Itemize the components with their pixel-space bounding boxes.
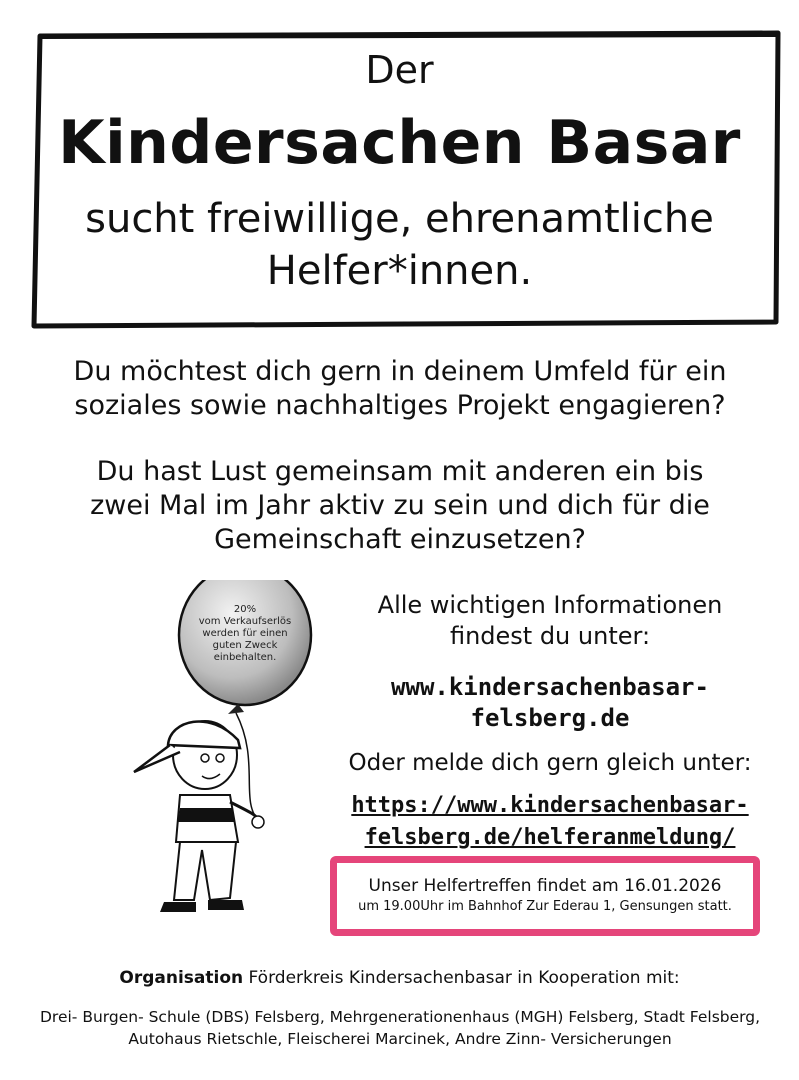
info-heading-line-2: findest du unter: xyxy=(449,622,651,650)
subtitle-line-1: sucht freiwillige, ehrenamtliche xyxy=(85,196,714,242)
balloon-text-line-2: vom Verkaufserlös xyxy=(198,616,292,627)
organisation-line xyxy=(0,968,799,988)
signup-link-line-2[interactable]: felsberg.de/helferanmeldung/ xyxy=(364,825,736,850)
intro-question-1: Du möchtest dich gern in deinem Umfeld für ein soziales sowie nachhaltiges Projekt engagieren? xyxy=(73,356,727,421)
info-heading xyxy=(340,590,760,652)
meeting-line-1: Unser Helfertreffen findet am 16.01.2026 xyxy=(368,876,722,896)
partners-list: Drei- Burgen- Schule (DBS) Felsberg, Mehrgenerationenhaus (MGH) Felsberg, Stadt Felsberg, Autohaus Rietschle, Fleischerei Marcinek, Andre Zinn- Versicherungen xyxy=(39,1008,761,1048)
balloon-text-line-4: guten Zweck xyxy=(212,640,278,651)
website-link-line-1[interactable]: www.kindersachenbasar- xyxy=(391,673,709,701)
info-heading-line-1: Alle wichtigen Informationen xyxy=(377,591,723,619)
intro-question-2: Du hast Lust gemeinsam mit anderen ein bis zwei Mal im Jahr aktiv zu sein und dich für die Gemeinschaft einzusetzen? xyxy=(90,456,710,555)
organisation-label: Organisation xyxy=(119,968,244,988)
signup-text: Oder melde dich gern gleich unter: xyxy=(348,750,752,776)
title-der: Der xyxy=(365,48,434,92)
page-title: Kindersachen Basar xyxy=(58,108,741,178)
organisation-text: Förderkreis Kindersachenbasar in Kooperation mit: xyxy=(243,968,680,988)
website-link[interactable] xyxy=(340,672,760,734)
subtitle-line-2: Helfer*innen. xyxy=(266,248,533,294)
signup-link[interactable] xyxy=(340,790,760,854)
signup-link-line-1[interactable]: https://www.kindersachenbasar- xyxy=(351,793,749,818)
meeting-info-box xyxy=(330,856,760,936)
website-link-line-2[interactable]: felsberg.de xyxy=(470,704,630,732)
balloon-text-line-1: 20% xyxy=(233,604,257,615)
meeting-line-2: um 19.00Uhr im Bahnhof Zur Ederau 1, Gensungen statt. xyxy=(358,899,732,914)
balloon-text xyxy=(195,604,295,664)
balloon-text-line-3: werden für einen xyxy=(202,628,288,639)
balloon-text-line-5: einbehalten. xyxy=(213,652,277,663)
